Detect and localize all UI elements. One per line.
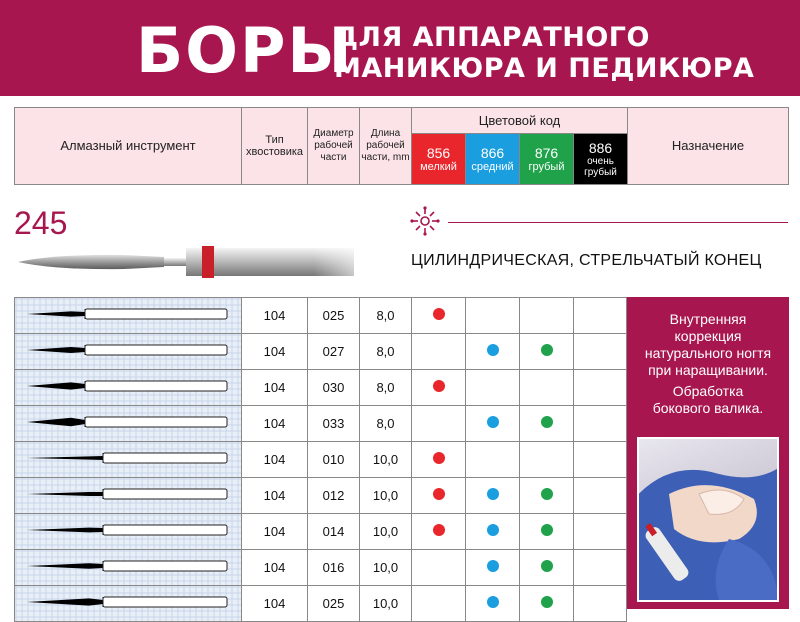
header-banner <box>0 0 800 96</box>
cell-color-856 <box>412 406 466 442</box>
cell-color-866 <box>466 442 520 478</box>
pedicure-photo <box>637 437 779 602</box>
col-shank-type: Тип хвостовика <box>242 108 308 185</box>
purpose-text <box>627 311 789 417</box>
cell-diameter: 025 <box>308 298 360 334</box>
cell-color-856 <box>412 334 466 370</box>
cell-color-876 <box>520 442 574 478</box>
availability-dot <box>433 452 445 464</box>
cell-shank: 104 <box>242 298 308 334</box>
table-row <box>15 298 627 334</box>
shape-description: ЦИЛИНДРИЧЕСКАЯ, СТРЕЛЬЧАТЫЙ КОНЕЦ <box>411 252 762 269</box>
table-row <box>15 370 627 406</box>
cell-color-856 <box>412 478 466 514</box>
purpose-line: Обработка <box>672 383 744 399</box>
availability-dot <box>433 488 445 500</box>
bur-drawing-cell <box>15 298 242 334</box>
subtitle-line-2: МАНИКЮРА И ПЕДИКЮРА <box>334 53 755 84</box>
cell-length: 8,0 <box>360 370 412 406</box>
bur-drawing-cell <box>15 406 242 442</box>
color-code-866: 866 средний <box>466 134 520 185</box>
bur-drawing-cell <box>15 442 242 478</box>
availability-dot <box>541 524 553 536</box>
cell-color-886 <box>574 442 627 478</box>
availability-dot <box>541 416 553 428</box>
cell-color-886 <box>574 406 627 442</box>
availability-dot <box>487 596 499 608</box>
cell-shank: 104 <box>242 478 308 514</box>
availability-dot <box>433 380 445 392</box>
bur-drawing-cell <box>15 586 242 622</box>
purpose-line: Внутренняя <box>669 311 747 327</box>
page-subtitle <box>334 22 754 84</box>
subtitle-line-1: ДЛЯ АППАРАТНОГО <box>334 22 650 53</box>
cell-length: 8,0 <box>360 298 412 334</box>
cell-length: 8,0 <box>360 406 412 442</box>
cell-color-876 <box>520 550 574 586</box>
availability-dot <box>487 560 499 572</box>
color-code-856: 856 мелкий <box>412 134 466 185</box>
cell-diameter: 030 <box>308 370 360 406</box>
col-diameter: Диаметр рабочей части <box>308 108 360 185</box>
bur-drawing-cell <box>15 550 242 586</box>
bur-drawing-icon <box>15 514 242 546</box>
cell-color-886 <box>574 514 627 550</box>
cell-color-886 <box>574 298 627 334</box>
cell-color-876 <box>520 514 574 550</box>
bur-drawing-icon <box>15 478 242 510</box>
availability-dot <box>433 308 445 320</box>
cell-color-886 <box>574 586 627 622</box>
page-title: БОРЫ <box>136 14 354 87</box>
bur-drawing-icon <box>15 406 242 438</box>
cell-color-876 <box>520 586 574 622</box>
table-row <box>15 550 627 586</box>
availability-dot <box>487 344 499 356</box>
cell-shank: 104 <box>242 334 308 370</box>
cell-color-866 <box>466 406 520 442</box>
cell-diameter: 012 <box>308 478 360 514</box>
cell-shank: 104 <box>242 442 308 478</box>
cell-color-866 <box>466 478 520 514</box>
table-row <box>15 406 627 442</box>
divider-line <box>448 222 788 223</box>
availability-dot <box>541 488 553 500</box>
availability-dot <box>541 560 553 572</box>
cell-length: 10,0 <box>360 514 412 550</box>
bur-image <box>14 236 384 282</box>
col-instrument: Алмазный инструмент <box>15 108 242 185</box>
product-number: 245 <box>14 205 68 241</box>
bur-drawing-cell <box>15 370 242 406</box>
table-row <box>15 514 627 550</box>
availability-dot <box>541 344 553 356</box>
cell-shank: 104 <box>242 406 308 442</box>
cell-color-866 <box>466 586 520 622</box>
cell-shank: 104 <box>242 514 308 550</box>
cell-color-876 <box>520 406 574 442</box>
cell-length: 10,0 <box>360 550 412 586</box>
availability-dot <box>487 488 499 500</box>
color-code-886: 886 очень грубый <box>574 134 628 185</box>
bur-drawing-icon <box>15 586 242 618</box>
cell-color-866 <box>466 514 520 550</box>
bur-drawing-cell <box>15 478 242 514</box>
bur-drawing-icon <box>15 334 242 366</box>
cell-color-856 <box>412 514 466 550</box>
cell-color-856 <box>412 550 466 586</box>
availability-dot <box>433 524 445 536</box>
bur-drawing-icon <box>15 370 242 402</box>
availability-dot <box>487 524 499 536</box>
cell-color-876 <box>520 478 574 514</box>
bur-drawing-cell <box>15 514 242 550</box>
cell-color-876 <box>520 298 574 334</box>
color-code-876: 876 грубый <box>520 134 574 185</box>
cell-diameter: 025 <box>308 586 360 622</box>
cell-shank: 104 <box>242 550 308 586</box>
cell-diameter: 016 <box>308 550 360 586</box>
ornament-icon <box>410 206 440 236</box>
cell-color-886 <box>574 334 627 370</box>
cell-length: 10,0 <box>360 586 412 622</box>
cell-color-856 <box>412 442 466 478</box>
bur-drawing-cell <box>15 334 242 370</box>
cell-color-866 <box>466 334 520 370</box>
cell-length: 8,0 <box>360 334 412 370</box>
cell-color-866 <box>466 298 520 334</box>
col-length: Длина рабочей части, mm <box>360 108 412 185</box>
purpose-line: коррекция <box>674 328 742 344</box>
table-row <box>15 442 627 478</box>
table-row <box>15 478 627 514</box>
cell-color-856 <box>412 586 466 622</box>
purpose-panel <box>627 297 789 609</box>
cell-diameter: 010 <box>308 442 360 478</box>
cell-color-886 <box>574 478 627 514</box>
cell-length: 10,0 <box>360 478 412 514</box>
bur-drawing-icon <box>15 442 242 474</box>
purpose-line: при наращивании. <box>648 362 768 378</box>
bur-drawing-icon <box>15 298 242 330</box>
table-row <box>15 586 627 622</box>
col-purpose: Назначение <box>628 108 789 185</box>
cell-diameter: 027 <box>308 334 360 370</box>
cell-color-886 <box>574 550 627 586</box>
purpose-line: натурального ногтя <box>644 345 772 361</box>
cell-diameter: 014 <box>308 514 360 550</box>
product-table <box>14 297 627 622</box>
col-color-code: Цветовой код <box>412 108 628 134</box>
cell-color-876 <box>520 370 574 406</box>
table-row <box>15 334 627 370</box>
cell-color-866 <box>466 370 520 406</box>
availability-dot <box>541 596 553 608</box>
cell-color-856 <box>412 298 466 334</box>
availability-dot <box>487 416 499 428</box>
cell-length: 10,0 <box>360 442 412 478</box>
cell-shank: 104 <box>242 586 308 622</box>
header-table <box>14 107 789 185</box>
cell-color-876 <box>520 334 574 370</box>
bur-drawing-icon <box>15 550 242 582</box>
cell-color-866 <box>466 550 520 586</box>
cell-shank: 104 <box>242 370 308 406</box>
cell-diameter: 033 <box>308 406 360 442</box>
purpose-line: бокового валика. <box>652 400 764 416</box>
cell-color-856 <box>412 370 466 406</box>
cell-color-886 <box>574 370 627 406</box>
